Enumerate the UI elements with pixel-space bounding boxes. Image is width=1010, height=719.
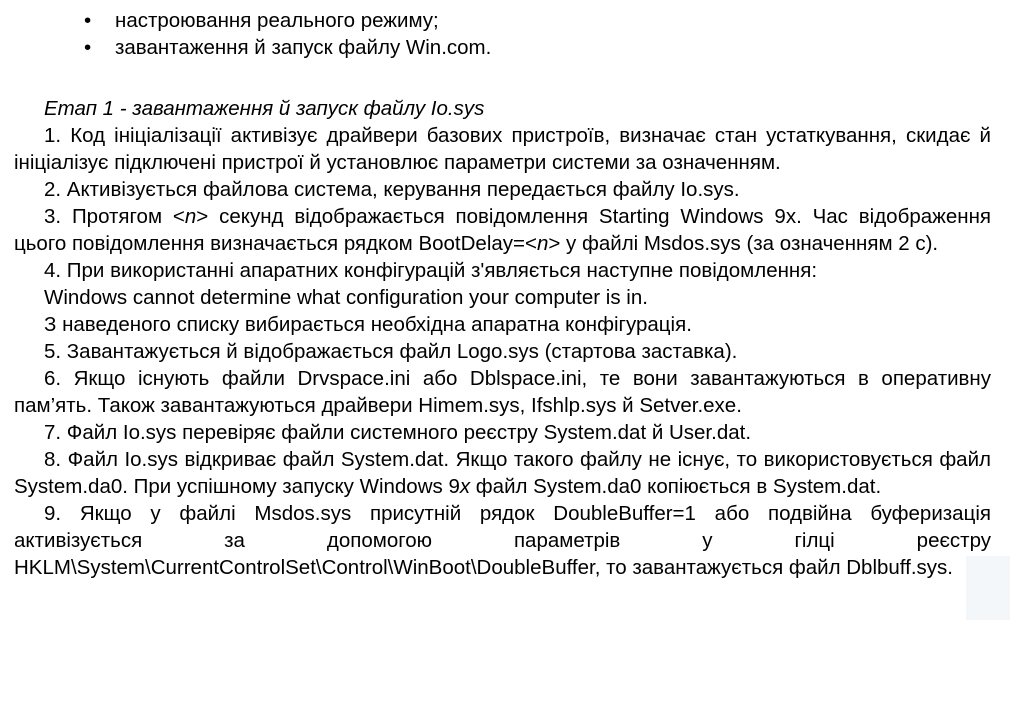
paragraph-9: 9. Якщо у файлі Msdos.sys присутній рядок DoubleBuffer=1 або подвійна буферизація активізується за допомогою параметрів у гілці реєстру HKLM\System\CurrentControlSet\Control\WinBoot\DoubleBuffer, то завантажується файл Dblbuff.sys. [14, 502, 991, 579]
paragraph-8-text-a: 8. Файл Io.sys відкриває файл System.dat. Якщо такого файлу не існує, то використовується файл System.da0. При успішному запуску Windows 9 [14, 448, 991, 498]
paragraph-8 [14, 446, 991, 500]
paragraph-8-text-b: файл System.da0 копіюється в System.dat. [470, 475, 882, 498]
paragraph-7: 7. Файл Io.sys перевіряє файли системного реєстру System.dat й User.dat. [44, 421, 752, 444]
paragraph-3-text-a: 3. Протягом < [44, 205, 185, 228]
list-item [14, 7, 991, 34]
side-panel-edge [966, 556, 1010, 620]
paragraph-1: 1. Код ініціалізації активізує драйвери базових пристроїв, визначає стан устаткування, скидає й ініціалізує підключені пристрої й установлює параметри системи за означенням. [14, 124, 991, 174]
paragraph-4-message: Windows cannot determine what configuration your computer is in. [44, 286, 648, 309]
bullet-list [14, 7, 991, 61]
paragraph-2: 2. Активізується файлова система, керування передається файлу Io.sys. [44, 178, 740, 201]
paragraph-3-variable-n: n [184, 205, 197, 228]
paragraph-6: 6. Якщо існують файли Drvspace.ini або Dblspace.ini, те вони завантажуються в оперативну пам’ять. Також завантажуються драйвери Himem.sys, Ifshlp.sys й Setver.exe. [14, 367, 991, 417]
paragraph-5: 5. Завантажується й відображається файл Logo.sys (стартова заставка). [44, 340, 738, 363]
paragraph-3-text-b: > секунд відображається повідомлення Starting Windows 9x. Час відображення цього повідомлення визначається рядком BootDelay=< [14, 205, 991, 255]
list-item [14, 34, 991, 61]
paragraph-4-followup: З наведеного списку вибирається необхідна апаратна конфігурація. [44, 313, 692, 336]
paragraph-3-variable-n: n [536, 232, 549, 255]
spacer [14, 61, 991, 95]
paragraph-8-variable-x: x [459, 475, 471, 498]
paragraph-4: 4. При використанні апаратних конфігурацій з'являється наступне повідомлення: [44, 259, 818, 282]
list-item-text: завантаження й запуск файлу Win.com. [115, 36, 492, 59]
document-page [14, 7, 991, 581]
bullet-icon: • [84, 9, 92, 32]
paragraph-3 [14, 203, 991, 257]
paragraph-3-text-c: > у файлі Msdos.sys (за означенням 2 с). [548, 232, 939, 255]
bullet-icon: • [84, 36, 92, 59]
stage-heading: Етап 1 - завантаження й запуск файлу Io.sys [44, 97, 485, 120]
list-item-text: настроювання реального режиму; [115, 9, 439, 32]
